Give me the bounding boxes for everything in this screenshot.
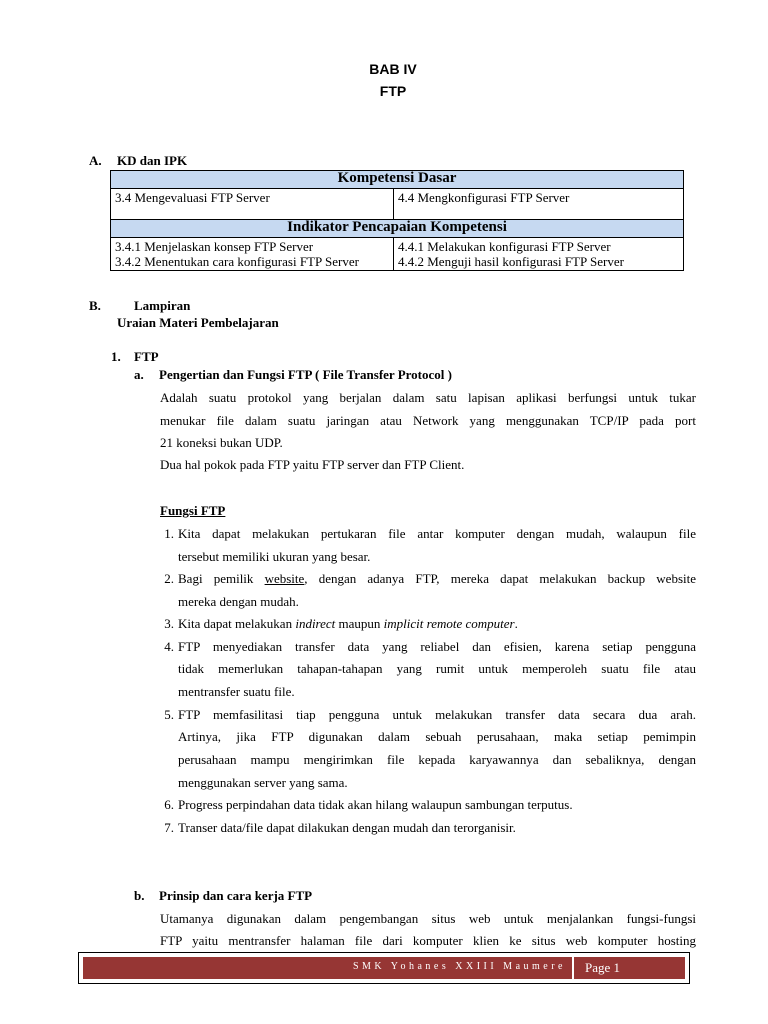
ipk-item: 3.4.2 Menentukan cara konfigurasi FTP Server [115,254,359,269]
list-number: 3. [164,616,174,631]
footer-separator [572,957,574,979]
footer-page-number: Page 1 [585,960,621,975]
list-item-line: Transer data/file dapat dilakukan dengan mudah dan terorganisir. [178,820,516,835]
kd-right-cell: 4.4 Mengkonfigurasi FTP Server [394,189,684,220]
item-1-number: 1. [111,349,121,364]
kd-left-cell: 3.4 Mengevaluasi FTP Server [111,189,394,220]
subsection-a-title: Pengertian dan Fungsi FTP ( File Transfer Protocol ) [159,367,452,382]
list-number: 4. [164,639,174,654]
footer-school-name: SMK Yohanes XXIII Maumere [352,961,566,972]
list-item-line: Bagi pemilik website, dengan adanya FTP, mereka dapat melakukan backup website [178,571,696,586]
section-b-title: Lampiran [134,298,191,313]
list-number: 1. [164,526,174,541]
paragraph-line: Utamanya digunakan dalam pengembangan situs web untuk menjalankan fungsi-fungsi [160,911,696,926]
list-item-line: Artinya, jika FTP digunakan dalam sebuah perusahaan, maka setiap pemimpin [178,729,696,744]
list-number: 7. [164,820,174,835]
chapter-heading: BAB IV [369,61,417,77]
paragraph-line: 21 koneksi bukan UDP. [160,435,283,450]
list-item-line: Kita dapat melakukan pertukaran file antar komputer dengan mudah, walaupun file [178,526,696,541]
kd-header: Kompetensi Dasar [111,171,684,189]
list-item-line: perusahaan mampu mengirimkan file kepada karyawannya dan sebaliknya, dengan [178,752,696,767]
paragraph-line: menukar file dalam suatu jaringan atau Network yang menggunakan TCP/IP pada port [160,413,696,428]
list-item-line: mentransfer suatu file. [178,684,295,699]
subsection-b-label: b. [134,888,145,903]
kd-ipk-table [110,170,684,271]
item-1-title: FTP [134,349,159,364]
ipk-header: Indikator Pencapaian Kompetensi [111,220,684,238]
list-item-line: mereka dengan mudah. [178,594,299,609]
ipk-item: 4.4.2 Menguji hasil konfigurasi FTP Server [398,254,624,269]
section-a-label: A. [89,153,102,168]
subsection-a-label: a. [134,367,144,382]
list-number: 2. [164,571,174,586]
list-number: 5. [164,707,174,722]
list-number: 6. [164,797,174,812]
section-b-subtitle: Uraian Materi Pembelajaran [117,315,279,330]
ipk-item: 4.4.1 Melakukan konfigurasi FTP Server [398,239,611,254]
section-a-title: KD dan IPK [117,153,188,168]
paragraph-line: Adalah suatu protokol yang berjalan dalam satu lapisan aplikasi berfungsi untuk tukar [160,390,696,405]
list-item-line: FTP memfasilitasi tiap pengguna untuk melakukan transfer data secara dua arah. [178,707,696,722]
paragraph-line: Dua hal pokok pada FTP yaitu FTP server dan FTP Client. [160,457,465,472]
ipk-right-cell [394,238,684,271]
list-item-line: tidak memerlukan tahapan-tahapan yang rumit untuk memperoleh suatu file atau [178,661,696,676]
section-b-label: B. [89,298,101,313]
list-item-line: Kita dapat melakukan indirect maupun implicit remote computer. [178,616,518,631]
list-item-line: tersebut memiliki ukuran yang besar. [178,549,371,564]
list-item-line: FTP menyediakan transfer data yang reliabel dan efisien, karena setiap pengguna [178,639,696,654]
paragraph-line: FTP yaitu mentransfer halaman file dari komputer klien ke situs web komputer hosting [160,933,696,948]
list-item-line: Progress perpindahan data tidak akan hilang walaupun sambungan terputus. [178,797,573,812]
ipk-left-cell [111,238,394,271]
list-item-line: menggunakan server yang sama. [178,775,348,790]
fungsi-ftp-heading: Fungsi FTP [160,503,226,518]
ipk-item: 3.4.1 Menjelaskan konsep FTP Server [115,239,314,254]
website-link[interactable]: website [264,571,305,586]
subsection-b-title: Prinsip dan cara kerja FTP [159,888,313,903]
chapter-topic: FTP [379,83,407,99]
